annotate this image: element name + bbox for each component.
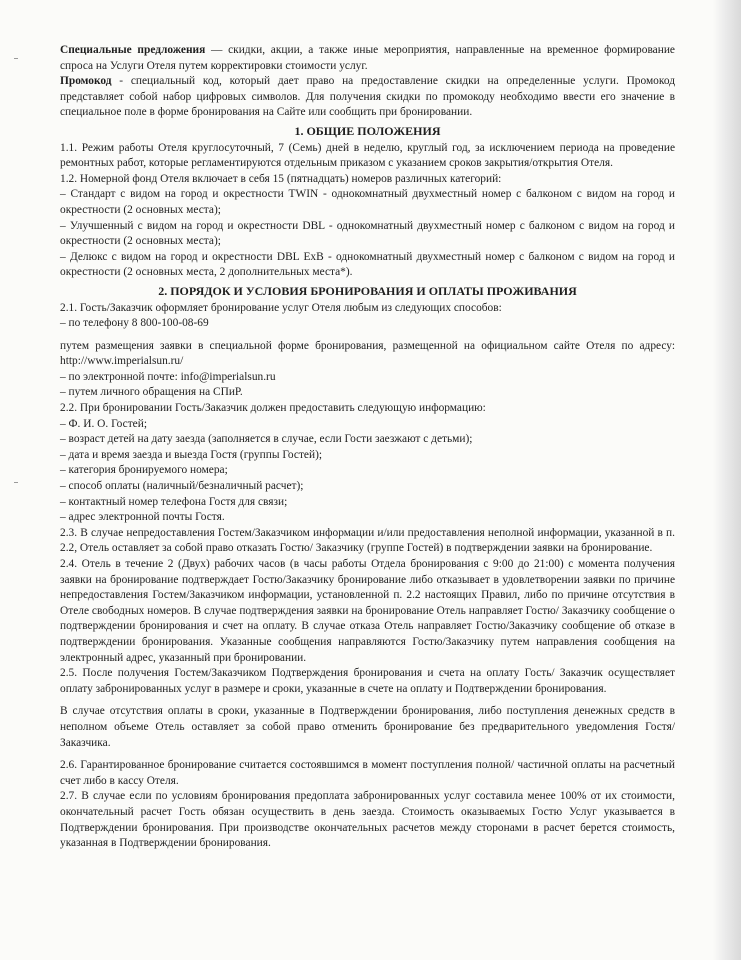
clause-2-2: 2.2. При бронировании Гость/Заказчик должен предоставить следующую информацию: (60, 402, 486, 415)
scan-mark (14, 58, 18, 59)
required-info-item: – Ф. И. О. Гостей; (60, 417, 147, 430)
room-category-item: – Стандарт с видом на город и окрестности TWIN - однокомнатный двухместный номер с балконом с видом на город и окрестности (2 основных места); (60, 188, 675, 216)
special-offers-text: — скидки, акции, а также иные мероприятия, направленные на временное формирование спроса на Услуги Отеля путем корректировки стоимости услуг. (60, 44, 675, 72)
required-info-item: – способ оплаты (наличный/безналичный расчет); (60, 480, 304, 493)
clause-2-7: 2.7. В случае если по условиям бронирования предоплата забронированных услуг составила менее 100% от их стоимости, окончательный расчет Гость обязан осуществить в день заезда. Стоимость оказываемых Гостю Услуг указывается в Подтверждении бронирования. При производстве окончательных расчетов между сторонами в расчет берется стоимость, указанная в Подтверждении бронирования. (60, 790, 675, 850)
special-offers-term: Специальные предложения (60, 44, 206, 56)
scan-mark (14, 482, 18, 483)
required-info-item: – адрес электронной почты Гостя. (60, 511, 225, 524)
promo-code-definition (60, 74, 675, 121)
clause-1-2: 1.2. Номерной фонд Отеля включает в себя 15 (пятнадцать) номеров различных категорий: (60, 172, 502, 185)
booking-method-personal: – путем личного обращения на СПиР. (60, 386, 243, 399)
clause-2-5-continued: В случае отсутствия оплаты в сроки, указанные в Подтверждении бронирования, либо поступления денежных средств в неполном объеме Отель оставляет за собой право отменить бронирование без предварительного уведомления Гостя/Заказчика. (60, 705, 675, 749)
clause-2-4: 2.4. Отель в течение 2 (Двух) рабочих часов (в часы работы Отдела бронирования с 9:00 до 21:00) с момента получения заявки на бронирование подтверждает Гостю/Заказчику бронирование либо отказывает в удовлетворении заявки по причине непредоставления Гостем/Заказчиком информации, установленной п. 2.2 настоящих Правил, либо по причине отсутствия в Отеле свободных номеров. В случае подтверждения заявки на бронирование Отель направляет Гостю/ Заказчику сообщение о подтверждении бронирования и счет на оплату. В случае отказа Отель направляет Гостю/Заказчику сообщение об отказе в подтверждении бронирования. Указанные сообщения направляются Гостю/Заказчику путем направления сообщения на электронный адрес, указанный при бронировании. (60, 558, 675, 664)
required-info-item: – возраст детей на дату заезда (заполняется в случае, если Гости заезжают с детьми); (60, 433, 473, 446)
booking-method-website: путем размещения заявки в специальной форме бронирования, размещенной на официальном сайте Отеля по адресу: http://www.imperialsun.ru/ (60, 339, 675, 368)
booking-method-email: – по электронной почте: info@imperialsun.ru (60, 370, 276, 383)
clause-2-6: 2.6. Гарантированное бронирование считается состоявшимся в момент поступления полной/ частичной оплаты на расчетный счет либо в кассу Отеля. (60, 759, 675, 787)
clause-1-1: 1.1. Режим работы Отеля круглосуточный, 7 (Семь) дней в неделю, круглый год, за исключением периода на проведение ремонтных работ, которые регламентируются отдельным приказом с указанием сроков закрытия/открытия Отеля. (60, 141, 675, 170)
clause-2-3: 2.3. В случае непредоставления Гостем/Заказчиком информации и/или предоставления неполной информации, указанной в п. 2.2, Отель оставляет за собой право отказать Гостю/ Заказчику (группе Гостей) в подтверждении заявки на бронирование. (60, 526, 675, 555)
required-info-item: – дата и время заезда и выезда Гостя (группы Гостей); (60, 448, 323, 461)
special-offers-definition (60, 43, 675, 74)
promo-code-term: Промокод (60, 75, 112, 88)
required-info-item: – контактный номер телефона Гостя для связи; (60, 495, 288, 508)
required-info-item: – категория бронируемого номера; (60, 464, 228, 477)
clause-2-5: 2.5. После получения Гостем/Заказчиком Подтверждения бронирования и счета на оплату Гость/ Заказчик осуществляет оплату забронированных услуг в размере и сроки, указанные в счете на оплату и Подтверждении бронирования. (60, 667, 675, 695)
section-2-title: 2. ПОРЯДОК И УСЛОВИЯ БРОНИРОВАНИЯ И ОПЛАТЫ ПРОЖИВАНИЯ (158, 283, 577, 298)
page-edge-shadow (713, 0, 741, 960)
room-category-item: – Делюкс с видом на город и окрестности DBL ExB - однокомнатный двухместный номер с балконом с видом на город и окрестности (2 основных места, 2 дополнительных места*). (60, 250, 675, 279)
booking-method-phone: – по телефону 8 800-100-08-69 (60, 317, 209, 330)
clause-2-1: 2.1. Гость/Заказчик оформляет бронирование услуг Отеля любым из следующих способов: (60, 301, 502, 314)
section-1-title: 1. ОБЩИЕ ПОЛОЖЕНИЯ (294, 123, 441, 138)
document-body (60, 43, 675, 852)
room-category-item: – Улучшенный с видом на город и окрестности DBL - однокомнатный двухместный номер с балконом с видом на город и окрестности (2 основных места); (60, 219, 675, 248)
promo-code-text: - специальный код, который дает право на предоставление скидки на определенные услуги. Промокод представляет собой набор цифровых символов. Для получения скидки по промокоду необходимо ввести его значение в специальное поле в форме бронирования на Сайте или сообщить при бронировании. (60, 75, 675, 119)
